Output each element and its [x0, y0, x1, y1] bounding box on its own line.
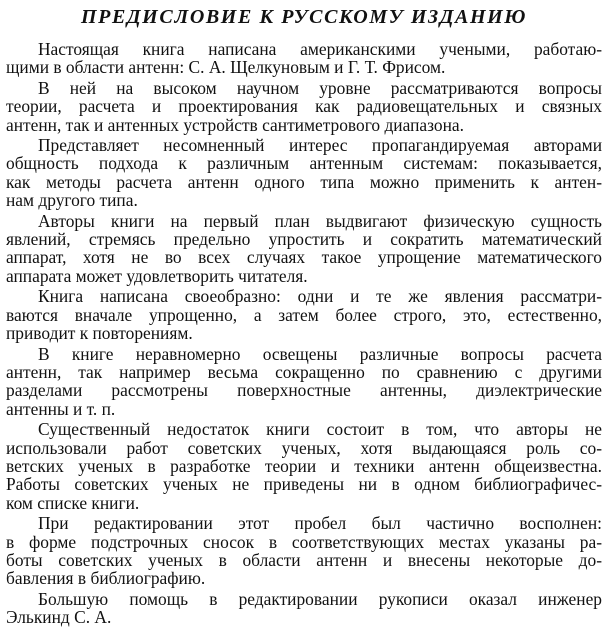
text-line: разделами рассмотрены поверхностные антенны, диэлектрические — [6, 380, 602, 401]
paragraph-4 — [6, 212, 602, 286]
paragraph-5 — [6, 287, 602, 342]
text-line: аппарат, хотя не во всех случаях такое упрощение математического — [6, 247, 602, 268]
paragraph-9 — [6, 590, 602, 627]
paragraph-2 — [6, 79, 602, 134]
text-line: Существенный недостаток книги состоит в том, что авторы не — [38, 419, 602, 440]
text-line: ветских ученых в разработке теории и техники антенн общеизвестна. — [6, 455, 602, 476]
text-line: как методы расчета антенн одного типа можно применить к антен- — [6, 171, 602, 192]
text-line: боты советских ученых в области антенн и внесены некоторые до- — [6, 549, 602, 570]
text-line: явлений, стремясь предельно упростить и сократить математический — [6, 229, 602, 250]
paragraph-1 — [6, 40, 602, 77]
text-line: При редактировании этот пробел был частично восполнен: — [38, 513, 602, 534]
text-line: в форме подстрочных сносок в соответствующих местах указаны ра- — [6, 531, 602, 552]
paragraph-7 — [6, 420, 602, 512]
text-line: Элькинд С. А. — [6, 607, 112, 628]
text-line: Книга написана своеобразно: одни и те же явления рассматри- — [38, 286, 602, 307]
text-line: Настоящая книга написана американскими учеными, работаю- — [38, 39, 602, 59]
text-line: приводит к повторениям. — [6, 323, 193, 344]
text-line: щими в области антенн: С. А. Щелкуновым и Г. Т. Фрисом. — [6, 57, 446, 78]
text-line: ком списке книги. — [6, 492, 140, 513]
text-line: антенн, так и антенных устройств сантиметрового диапазона. — [6, 114, 464, 135]
text-line: использовали работ советских ученых, хотя выдающаяся роль со- — [6, 437, 602, 458]
text-line: антенны и т. п. — [6, 398, 116, 419]
paragraph-8 — [6, 514, 602, 588]
paragraph-3 — [6, 136, 602, 210]
document-page — [6, 4, 602, 627]
page-title: ПРЕДИСЛОВИЕ К РУССКОМУ ИЗДАНИЮ — [80, 6, 528, 28]
text-line: общность подхода к различным антенным системам: показывается, — [6, 153, 602, 174]
text-line: ваются вначале упрощенно, а затем более строго, это, естественно, — [6, 304, 602, 325]
text-line: бавления в библиографию. — [6, 568, 206, 589]
text-line: антенн, так например весьма сокращенно по сравнению с другими — [6, 361, 602, 382]
text-line: В книге неравномерно освещены различные вопросы расчета — [38, 343, 602, 364]
text-line: Большую помощь в редактировании рукописи оказал инженер — [38, 588, 602, 609]
text-line: В ней на высоком научном уровне рассматриваются вопросы — [38, 77, 602, 98]
text-line: нам другого типа. — [6, 190, 138, 211]
paragraph-6 — [6, 345, 602, 419]
text-line: Представляет несомненный интерес пропагандируемая авторами — [38, 135, 602, 156]
text-line: аппарата может удовлетворить читателя. — [6, 265, 308, 286]
text-line: Авторы книги на первый план выдвигают физическую сущность — [38, 210, 602, 231]
text-line: теории, расчета и проектирования как радиовещательных и связных — [6, 96, 602, 117]
text-line: Работы советских ученых не приведены ни в одном библиографичес- — [6, 474, 602, 495]
